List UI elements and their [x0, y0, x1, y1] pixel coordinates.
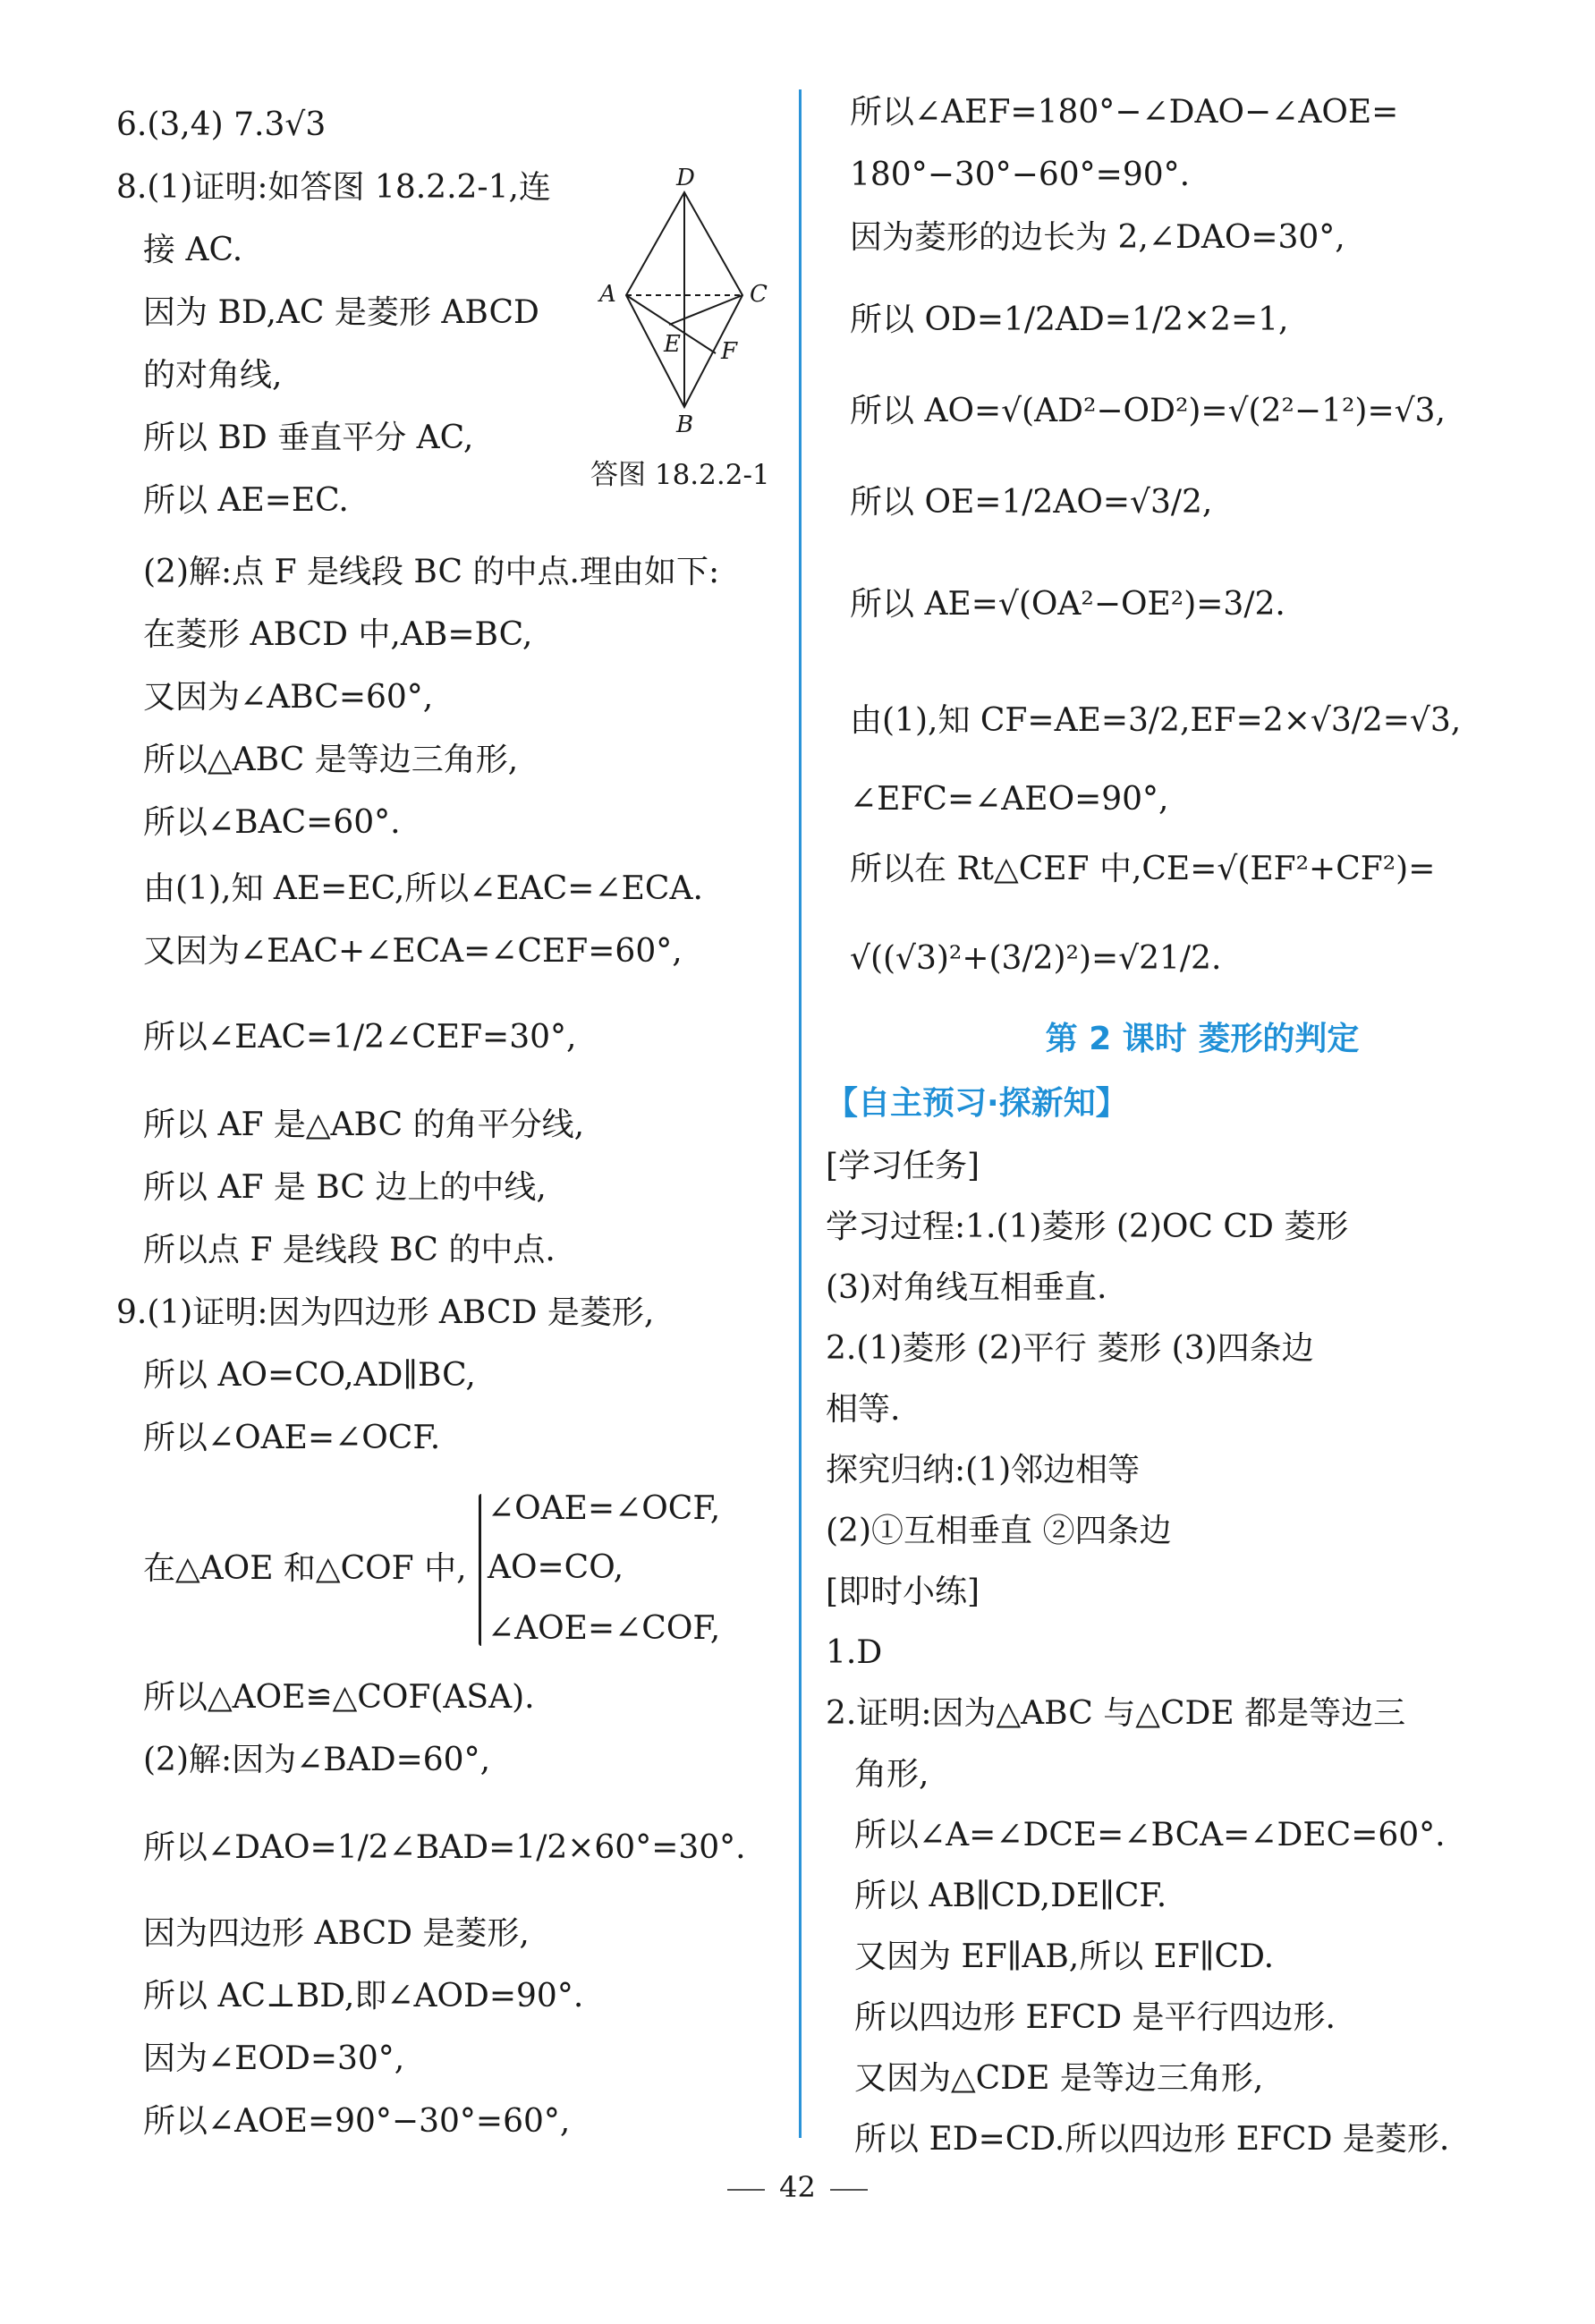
answer-6-7: 6.(3,4) 7.3√3 — [116, 106, 327, 143]
label-e: E — [664, 331, 681, 358]
system-line: ∠OAE=∠OCF, — [488, 1490, 721, 1527]
answer-9-1: 9.(1)证明:因为四边形 ABCD 是菱形, — [116, 1294, 655, 1331]
text-line: 所以四边形 EFCD 是平行四边形. — [854, 1999, 1336, 2036]
text-line: 所以点 F 是线段 BC 的中点. — [143, 1232, 556, 1268]
text-line: 所以 AF 是△ABC 的角平分线, — [143, 1107, 585, 1143]
label-a: A — [599, 281, 616, 308]
text-line: 因为菱形的边长为 2,∠DAO=30°, — [850, 219, 1345, 256]
text-line: 所以∠EAC=1/2∠CEF=30°, — [143, 1019, 577, 1056]
text-line: 所以 OE=1/2AO=√3/2, — [850, 484, 1213, 521]
text-line: 所以 AE=EC. — [143, 482, 349, 519]
label-d: D — [676, 165, 695, 191]
text-line: 所以∠DAO=1/2∠BAD=1/2×60°=30°. — [143, 1829, 746, 1866]
subsection-label: [学习任务] — [826, 1148, 980, 1184]
page-number-text: 42 — [779, 2170, 816, 2204]
text-line: 所以在 Rt△CEF 中,CE=√(EF²+CF²)= — [850, 851, 1436, 887]
text-line: 1.D — [826, 1634, 883, 1671]
label-c: C — [750, 281, 768, 308]
text-line: 因为四边形 ABCD 是菱形, — [143, 1915, 530, 1952]
text-line: 由(1),知 CF=AE=3/2,EF=2×√3/2=√3, — [850, 702, 1462, 739]
system-line: AO=CO, — [488, 1549, 624, 1586]
text-line: 所以 AO=√(AD²−OD²)=√(2²−1²)=√3, — [850, 393, 1446, 429]
text-line: ∠EFC=∠AEO=90°, — [850, 781, 1169, 818]
column-divider — [799, 89, 802, 2138]
text-line: 在△AOE 和△COF 中, — [143, 1550, 467, 1587]
text-line: 所以 ED=CD.所以四边形 EFCD 是菱形. — [854, 2121, 1450, 2158]
text-line: 所以 AF 是 BC 边上的中线, — [143, 1169, 547, 1206]
text-line: 所以∠A=∠DCE=∠BCA=∠DEC=60°. — [854, 1817, 1446, 1853]
text-line: 角形, — [854, 1756, 929, 1793]
text-line: 学习过程:1.(1)菱形 (2)OC CD 菱形 — [826, 1209, 1349, 1245]
answer-8-1: 8.(1)证明:如答图 18.2.2-1,连 — [116, 169, 551, 206]
equation-brace — [479, 1494, 481, 1646]
text-line: 又因为 EF∥AB,所以 EF∥CD. — [854, 1938, 1275, 1975]
text-line: 探究归纳:(1)邻边相等 — [826, 1452, 1141, 1489]
text-line: 的对角线, — [143, 357, 283, 394]
answer-9-2: (2)解:因为∠BAD=60°, — [143, 1742, 491, 1778]
text-line: 又因为∠ABC=60°, — [143, 679, 434, 716]
lesson-title: 第 2 课时 菱形的判定 — [1045, 1021, 1360, 1057]
text-line: 所以 AO=CO,AD∥BC, — [143, 1357, 476, 1394]
text-line: 由(1),知 AE=EC,所以∠EAC=∠ECA. — [143, 870, 703, 907]
section-heading: 【自主预习·探新知】 — [826, 1085, 1128, 1122]
text-line: 因为∠EOD=30°, — [143, 2040, 405, 2077]
page-dash-right — [830, 2189, 868, 2191]
rhombus-shape — [626, 192, 742, 407]
text-line: 所以∠OAE=∠OCF. — [143, 1420, 441, 1456]
text-line: (2)①互相垂直 ②四条边 — [826, 1513, 1172, 1549]
text-line: 又因为∠EAC+∠ECA=∠CEF=60°, — [143, 933, 683, 970]
page-dash-left — [727, 2189, 765, 2191]
label-b: B — [676, 411, 694, 434]
page-number — [0, 2170, 1595, 2204]
subsection-label: [即时小练] — [826, 1573, 980, 1610]
rhombus-figure — [590, 165, 778, 434]
text-line: 所以 OD=1/2AD=1/2×2=1, — [850, 301, 1289, 338]
text-line: 所以∠AEF=180°−∠DAO−∠AOE= — [850, 94, 1399, 131]
label-f: F — [721, 338, 738, 365]
text-line: √((√3)²+(3/2)²)=√21/2. — [850, 940, 1222, 977]
text-line: (3)对角线互相垂直. — [826, 1269, 1107, 1306]
text-line: 所以∠AOE=90°−30°=60°, — [143, 2103, 571, 2140]
text-line: 因为 BD,AC 是菱形 ABCD — [143, 294, 539, 331]
text-line: 所以△ABC 是等边三角形, — [143, 742, 519, 778]
text-line: 所以 AC⊥BD,即∠AOD=90°. — [143, 1978, 584, 2014]
text-line: 2.证明:因为△ABC 与△CDE 都是等边三 — [826, 1695, 1406, 1732]
text-line: 所以 AB∥CD,DE∥CF. — [854, 1878, 1167, 1914]
text-line: 所以∠BAC=60°. — [143, 804, 401, 841]
text-line: 2.(1)菱形 (2)平行 菱形 (3)四条边 — [826, 1330, 1314, 1367]
text-line: 在菱形 ABCD 中,AB=BC, — [143, 616, 533, 653]
system-line: ∠AOE=∠COF, — [488, 1610, 721, 1647]
text-line: 180°−30°−60°=90°. — [850, 157, 1191, 193]
figure-caption: 答图 18.2.2-1 — [590, 459, 770, 491]
text-line: 所以 AE=√(OA²−OE²)=3/2. — [850, 586, 1285, 623]
text-line: 又因为△CDE 是等边三角形, — [854, 2060, 1264, 2097]
text-line: 接 AC. — [143, 232, 243, 268]
answer-8-2: (2)解:点 F 是线段 BC 的中点.理由如下: — [143, 554, 720, 590]
text-line: 所以△AOE≌△COF(ASA). — [143, 1679, 535, 1716]
text-line: 所以 BD 垂直平分 AC, — [143, 420, 474, 456]
text-line: 相等. — [826, 1391, 901, 1428]
